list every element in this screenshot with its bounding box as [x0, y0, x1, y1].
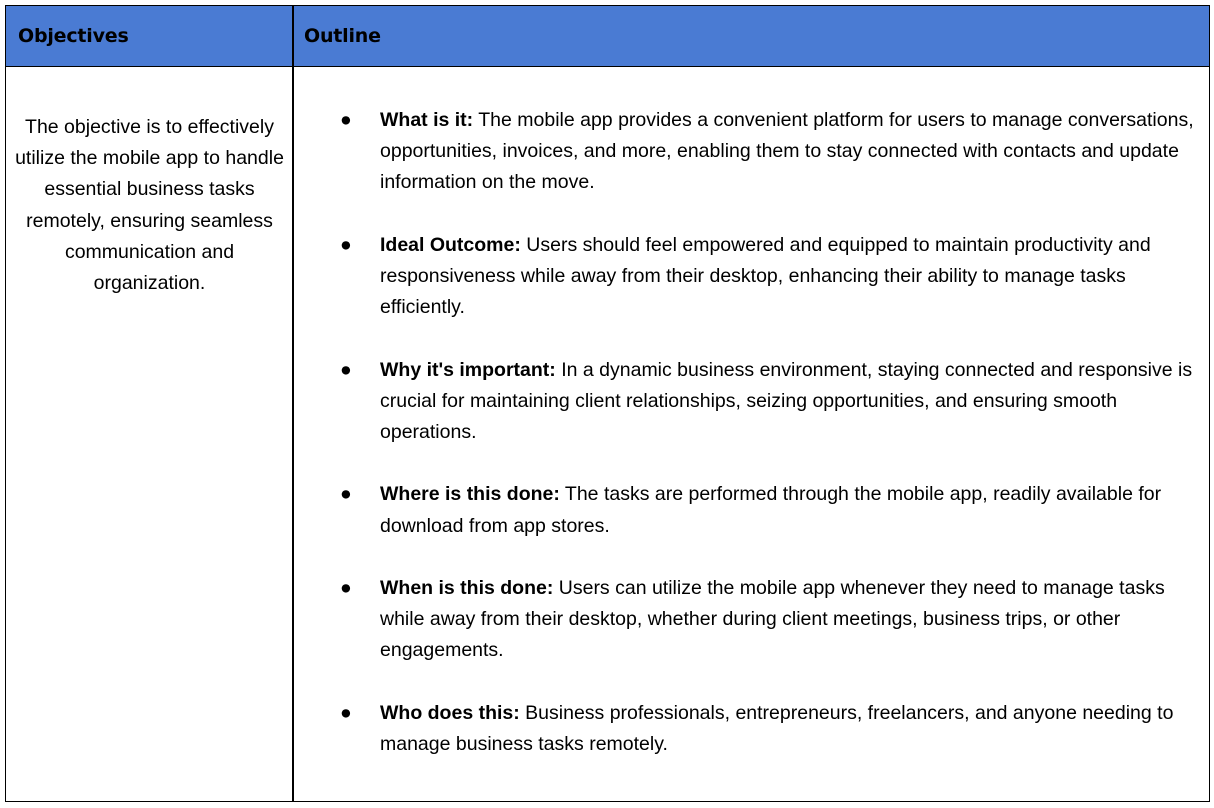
- outline-item-label: When is this done:: [380, 576, 554, 599]
- outline-item-label: Who does this:: [380, 701, 520, 724]
- bullet-icon: ●: [340, 109, 352, 131]
- outline-item-where-done: [304, 479, 1204, 541]
- column-divider: [292, 6, 294, 801]
- objectives-header: Objectives: [18, 24, 129, 47]
- bullet-icon: ●: [340, 701, 352, 724]
- objectives-outline-table: [5, 5, 1210, 802]
- outline-item-why-important: [304, 355, 1204, 449]
- outline-item-text: The mobile app provides a convenient platform for users to manage conversations, opportunities, invoices, and more, enabling them to stay connected with contacts and update information on the move.: [380, 109, 1194, 194]
- outline-item-text: Users can utilize the mobile app whenever they need to manage tasks while away from their desktop, whether during client meetings, business trips, or other engagements.: [380, 576, 1165, 662]
- table-header-row: [6, 6, 1209, 67]
- outline-item-label: What is it:: [380, 109, 474, 131]
- outline-item-label: Ideal Outcome:: [380, 233, 521, 256]
- outline-item-when-done: [304, 573, 1204, 667]
- outline-item-ideal-outcome: [304, 230, 1204, 324]
- outline-list: [304, 105, 1204, 791]
- outline-item-label: Where is this done:: [380, 483, 560, 506]
- objective-description: The objective is to effectively utilize the mobile app to handle essential business tasks remotely, ensuring seamless communication and organization.: [15, 116, 284, 295]
- outline-item-what-is-it: [304, 105, 1204, 199]
- bullet-icon: ●: [340, 233, 352, 256]
- outline-item-text: In a dynamic business environment, staying connected and responsive is crucial for maintaining client relationships, seizing opportunities, and ensuring smooth operations.: [380, 358, 1193, 443]
- outline-item-text: Business professionals, entrepreneurs, freelancers, and anyone needing to manage business tasks remotely.: [380, 701, 1174, 755]
- bullet-icon: ●: [340, 576, 352, 599]
- bullet-icon: ●: [340, 358, 352, 381]
- bullet-icon: ●: [340, 483, 352, 506]
- outline-header: Outline: [304, 24, 381, 47]
- outline-item-label: Why it's important:: [380, 358, 556, 381]
- outline-item-text: Users should feel empowered and equipped to maintain productivity and responsiveness while away from their desktop, enhancing their ability to manage tasks efficiently.: [380, 233, 1151, 319]
- outline-item-text: The tasks are performed through the mobile app, readily available for download from app stores.: [380, 483, 1162, 537]
- outline-item-who-does: [304, 698, 1204, 760]
